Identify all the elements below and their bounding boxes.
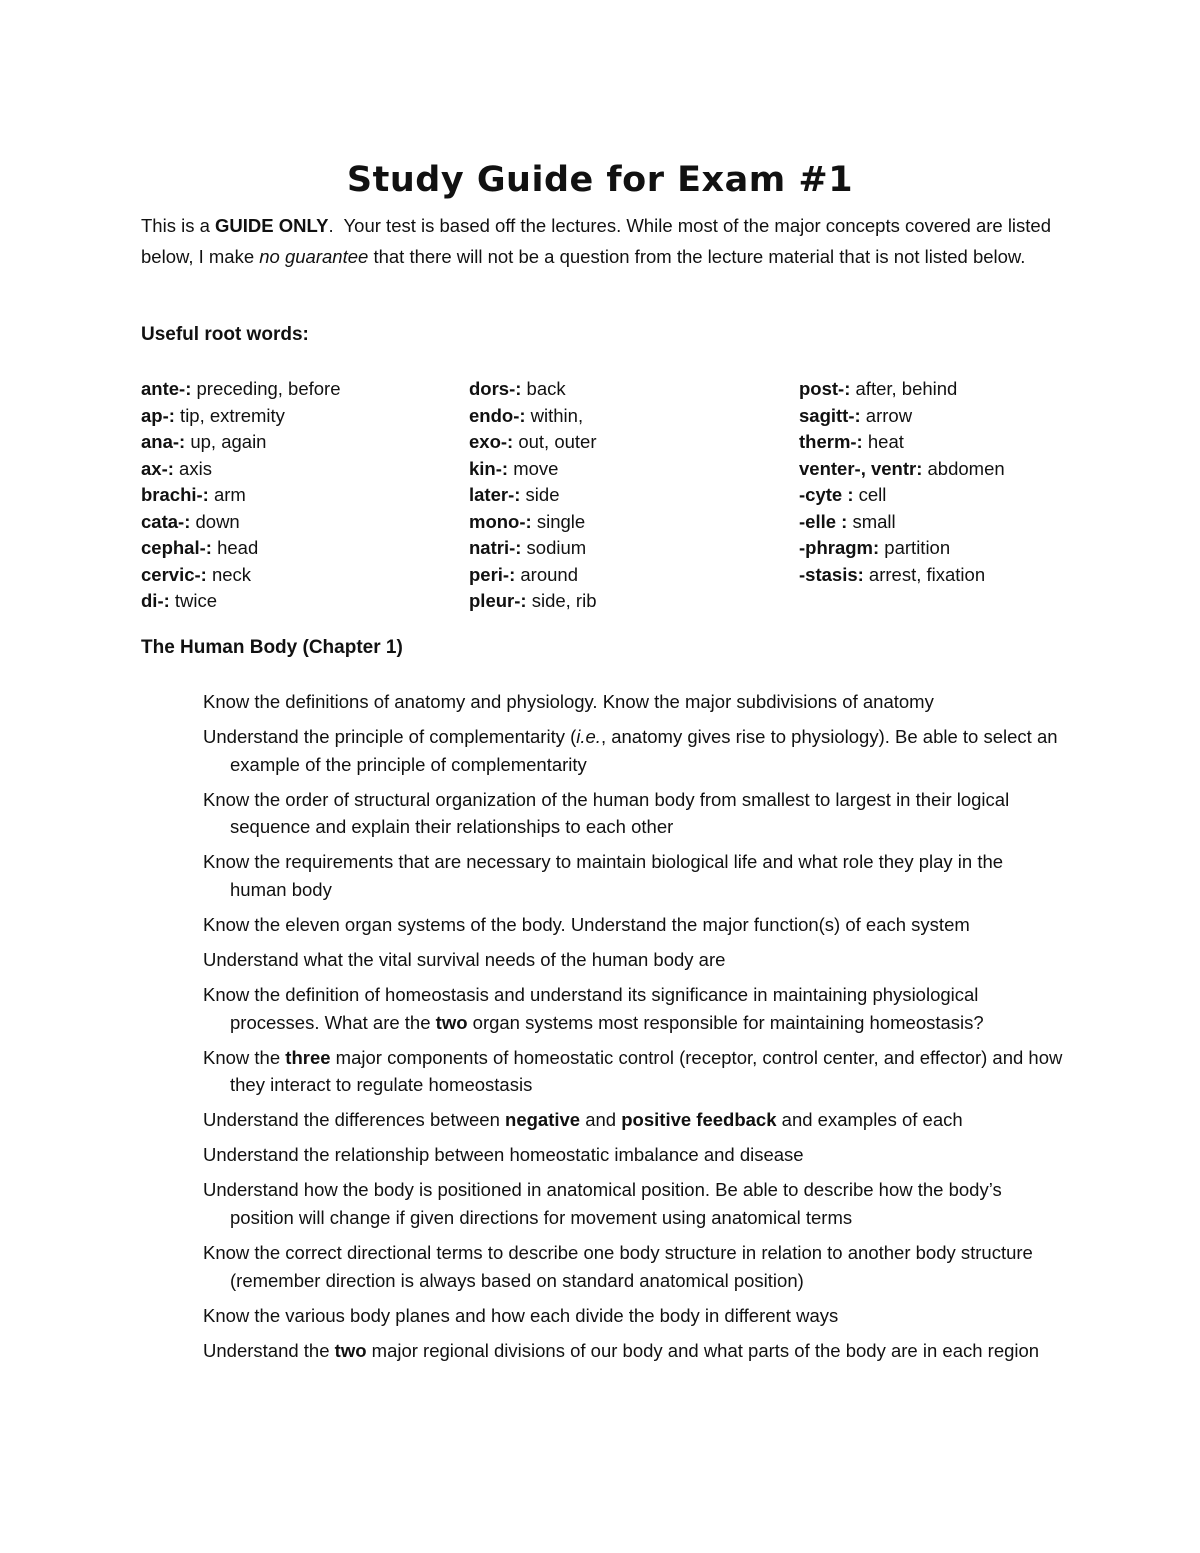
root-meaning: axis [173,457,212,479]
root-meaning: preceding, before [191,378,341,399]
topic-text: Understand the differences between [203,1109,506,1131]
topic-text: Know the eleven organ systems of the body. Understand the major function(s) of each system [203,913,970,935]
chapter-heading: The Human Body (Chapter 1) [141,637,403,658]
topic-item [203,1044,1068,1099]
root-word-entry [469,588,597,615]
root-word: -cyte : [799,484,854,505]
root-word: ana-: [141,431,186,452]
root-column-3 [799,376,1005,588]
topic-item [203,786,1063,841]
root-word: ax-: [141,457,174,479]
root-word-entry [141,588,341,615]
root-meaning: arm [208,484,246,505]
topic-emphasis: two [334,1339,367,1361]
root-meaning: small [847,510,896,532]
root-word: exo-: [469,431,514,452]
intro-text: . Your test is based off the lectures. While most of the major concepts covered are listed below, I make [141,215,1057,267]
intro-text: This is a [141,215,216,236]
root-word: natri-: [469,537,522,558]
root-word: -stasis: [799,563,864,585]
root-word: -elle : [799,510,848,532]
root-meaning: sodium [521,537,587,558]
root-meaning: arrow [860,404,913,426]
root-word: later-: [469,484,521,505]
roots-heading: Useful root words: [141,324,309,345]
topic-text: organ systems most responsible for maintaining homeostasis? [467,1011,984,1033]
topic-item [203,981,1063,1036]
topic-emphasis: three [285,1046,331,1068]
topic-text: Know the requirements that are necessary to maintain biological life and what role they play in the human body [203,851,1009,900]
topic-item [203,688,1063,716]
root-word-entry [141,562,341,589]
root-word: brachi-: [141,484,209,505]
topic-text: Understand the relationship between homeostatic imbalance and disease [203,1144,804,1166]
topic-text: and [580,1109,622,1131]
topic-item [203,1302,1063,1330]
root-meaning: down [190,510,240,532]
topic-item [203,848,1063,903]
topic-item [203,1106,1063,1134]
topic-emphasis: two [435,1011,468,1033]
intro-emphasis: no guarantee [259,246,369,267]
topic-text: Know the correct directional terms to describe one body structure in relation to another body structure (remember direction is always based on standard anatomical position) [203,1242,1038,1291]
topic-item [203,946,1063,974]
root-word-entry [799,403,1005,430]
root-column-1 [141,376,341,615]
root-word-entry [141,482,341,509]
root-meaning: twice [169,590,218,611]
root-word: cervic-: [141,563,207,585]
root-word-entry [469,562,597,589]
root-word-entry [469,403,597,430]
root-word: kin-: [469,457,509,479]
root-word-entry [469,482,597,509]
topic-item [203,1141,1063,1169]
root-word-entry [141,429,341,456]
topic-text: Understand what the vital survival needs of the human body are [203,948,726,970]
root-word: di-: [141,590,170,611]
topic-text: Know the order of structural organization of the human body from smallest to largest in their logical sequence and explain their relationships to each other [203,788,1015,838]
root-word-entry [799,482,1005,509]
topic-text: Understand the principle of complementarity ( [203,726,577,748]
root-meaning: single [531,510,586,532]
root-word-entry [799,535,1005,562]
topic-text: Understand the [203,1339,335,1361]
root-word: cata-: [141,510,191,532]
root-meaning: within, [525,404,584,426]
root-word: dors-: [469,378,522,399]
intro-paragraph [141,210,1071,272]
root-word: venter-, ventr: [799,457,923,479]
root-meaning: tip, extremity [174,404,285,426]
topic-text: and examples of each [776,1109,963,1131]
root-meaning: back [521,378,566,399]
root-meaning: move [508,457,559,479]
root-meaning: partition [879,537,951,558]
root-word: pleur-: [469,590,527,611]
root-word-entry [141,509,341,536]
topic-text: , anatomy gives rise to physiology). Be able to select an example of the principle of complementarity [230,726,1063,775]
root-word: sagitt-: [799,404,861,426]
root-meaning: abdomen [922,457,1005,479]
root-meaning: neck [206,563,252,585]
root-column-2 [469,376,597,615]
topic-item [203,911,1063,939]
root-meaning: out, outer [513,431,597,452]
intro-emphasis: GUIDE ONLY [215,215,329,236]
root-meaning: cell [853,484,887,505]
root-meaning: up, again [185,431,267,452]
topic-item [203,1337,1063,1365]
topic-item [203,1239,1063,1294]
root-word-entry [469,429,597,456]
root-word: post-: [799,378,851,399]
root-word-entry [799,562,1005,589]
root-word-entry [799,509,1005,536]
root-word-entry [141,376,341,403]
root-word-entry [469,509,597,536]
root-meaning: around [515,563,578,585]
root-word-entry [141,456,341,483]
root-word-entry [469,456,597,483]
root-word: ap-: [141,404,175,426]
topic-text: Know the definitions of anatomy and physiology. Know the major subdivisions of anatomy [203,691,934,712]
topic-emphasis: negative [505,1109,581,1131]
root-word: mono-: [469,510,532,532]
root-meaning: after, behind [850,378,958,399]
root-word-entry [799,429,1005,456]
topic-text: Understand how the body is positioned in anatomical position. Be able to describe how the body’s position will change if given directions for movement using anatomical terms [203,1179,1007,1228]
root-word-entry [799,456,1005,483]
topic-item [203,1176,1063,1231]
topic-text: major regional divisions of our body and what parts of the body are in each region [366,1339,1040,1361]
root-meaning: heat [862,431,904,452]
root-word: endo-: [469,404,526,426]
root-word-entry [141,535,341,562]
root-meaning: side, rib [526,590,597,611]
topic-text: Know the [203,1046,286,1068]
topic-list [203,688,1068,1372]
page-title: Study Guide for Exam #1 [346,160,854,200]
root-word: ante-: [141,378,192,399]
topic-emphasis: i.e. [576,726,601,748]
topic-text: major components of homeostatic control (receptor, control center, and effector) and how they interact to regulate homeostasis [230,1046,1068,1096]
root-word: cephal-: [141,537,212,558]
root-word: therm-: [799,431,863,452]
root-meaning: head [211,537,259,558]
root-word-entry [141,403,341,430]
intro-text: that there will not be a question from the lecture material that is not listed below. [368,246,1026,267]
root-meaning: side [520,484,560,505]
topic-text: Know the definition of homeostasis and understand its significance in maintaining physiological processes. What are the [203,984,984,1033]
root-word-entry [799,376,1005,403]
topic-emphasis: positive feedback [621,1109,777,1131]
root-word-entry [469,535,597,562]
root-word: peri-: [469,563,516,585]
topic-item [203,723,1063,778]
root-word: -phragm: [799,537,880,558]
topic-text: Know the various body planes and how each divide the body in different ways [203,1304,839,1326]
root-meaning: arrest, fixation [863,563,986,585]
root-word-entry [469,376,597,403]
